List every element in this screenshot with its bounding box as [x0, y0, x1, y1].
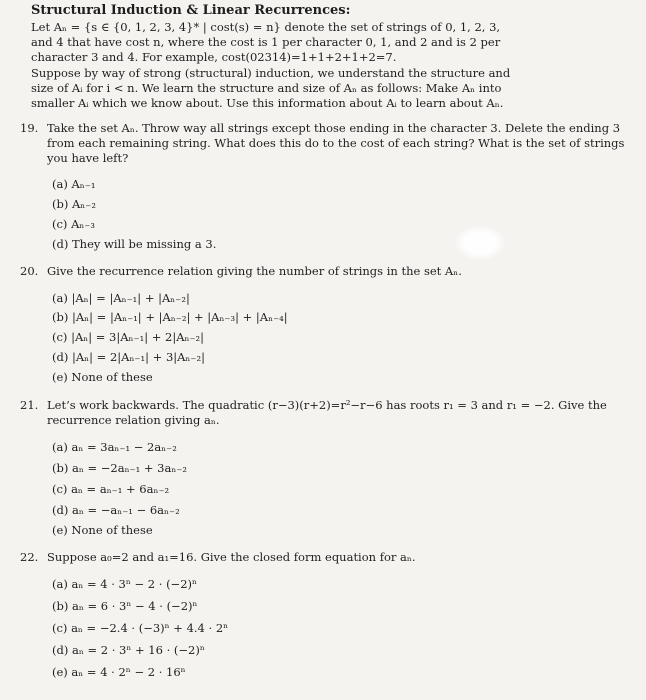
question-20-option-c: (c) |Aₙ| = 3|Aₙ₋₁| + 2|Aₙ₋₂| [52, 330, 205, 344]
question-22-option-d: (d) aₙ = 2 · 3ⁿ + 16 · (−2)ⁿ [52, 643, 205, 657]
question-21-line: recurrence relation giving aₙ. [47, 413, 220, 427]
question-22-option-a: (a) aₙ = 4 · 3ⁿ − 2 · (−2)ⁿ [52, 577, 197, 591]
question-22-option-b: (b) aₙ = 6 · 3ⁿ − 4 · (−2)ⁿ [52, 599, 198, 613]
question-21-number: 21. [20, 398, 39, 412]
intro-line: size of Aᵢ for i < n. We learn the structure and size of Aₙ as follows: Make Aₙ into [31, 81, 502, 95]
question-20-option-a: (a) |Aₙ| = |Aₙ₋₁| + |Aₙ₋₂| [52, 291, 190, 305]
question-19-option-c: (c) Aₙ₋₃ [52, 217, 96, 231]
question-19-option-d: (d) They will be missing a 3. [52, 237, 217, 251]
question-20-option-b: (b) |Aₙ| = |Aₙ₋₁| + |Aₙ₋₂| + |Aₙ₋₃| + |Aₙ₋₄| [52, 310, 288, 324]
question-22-option-c: (c) aₙ = −2.4 · (−3)ⁿ + 4.4 · 2ⁿ [52, 621, 229, 635]
question-21-option-e: (e) None of these [52, 523, 153, 537]
question-19-line: from each remaining string. What does this do to the cost of each string? What is the set of strings [47, 136, 625, 150]
intro-line: and 4 that have cost n, where the cost is 1 per character 0, 1, and 2 and is 2 per [31, 35, 501, 49]
intro-line: character 3 and 4. For example, cost(02314)=1+1+2+1+2=7. [31, 50, 397, 64]
question-20-line: Give the recurrence relation giving the number of strings in the set Aₙ. [47, 264, 462, 278]
question-19-line: Take the set Aₙ. Throw way all strings except those ending in the character 3. Delete the ending 3 [47, 121, 621, 135]
question-21-option-b: (b) aₙ = −2aₙ₋₁ + 3aₙ₋₂ [52, 461, 188, 475]
question-21-option-c: (c) aₙ = aₙ₋₁ + 6aₙ₋₂ [52, 482, 170, 496]
question-21-option-a: (a) aₙ = 3aₙ₋₁ − 2aₙ₋₂ [52, 440, 177, 454]
question-19-number: 19. [20, 121, 39, 135]
question-19-line: you have left? [47, 151, 129, 165]
question-21-line: Let’s work backwards. The quadratic (r−3)(r+2)=r²−r−6 has roots r₁ = 3 and r₁ = −2. Give the [47, 398, 607, 412]
question-20-option-e: (e) None of these [52, 370, 153, 384]
question-20-option-d: (d) |Aₙ| = 2|Aₙ₋₁| + 3|Aₙ₋₂| [52, 350, 205, 364]
section-heading: Structural Induction & Linear Recurrences: [31, 3, 351, 18]
intro-line: Suppose by way of strong (structural) induction, we understand the structure and [31, 66, 511, 80]
question-22-line: Suppose a₀=2 and a₁=16. Give the closed form equation for aₙ. [47, 550, 416, 564]
light-glare [455, 226, 505, 260]
intro-line: smaller Aᵢ which we know about. Use this information about Aᵢ to learn about Aₙ. [31, 96, 504, 110]
question-21-option-d: (d) aₙ = −aₙ₋₁ − 6aₙ₋₂ [52, 503, 180, 517]
question-22-option-e: (e) aₙ = 4 · 2ⁿ − 2 · 16ⁿ [52, 665, 186, 679]
question-19-option-a: (a) Aₙ₋₁ [52, 177, 96, 191]
question-19-option-b: (b) Aₙ₋₂ [52, 197, 96, 211]
intro-line: Let Aₙ = {s ∈ {0, 1, 2, 3, 4}* | cost(s) = n} denote the set of strings of 0, 1, 2, 3, [31, 20, 501, 34]
question-22-number: 22. [20, 550, 39, 564]
question-20-number: 20. [20, 264, 39, 278]
